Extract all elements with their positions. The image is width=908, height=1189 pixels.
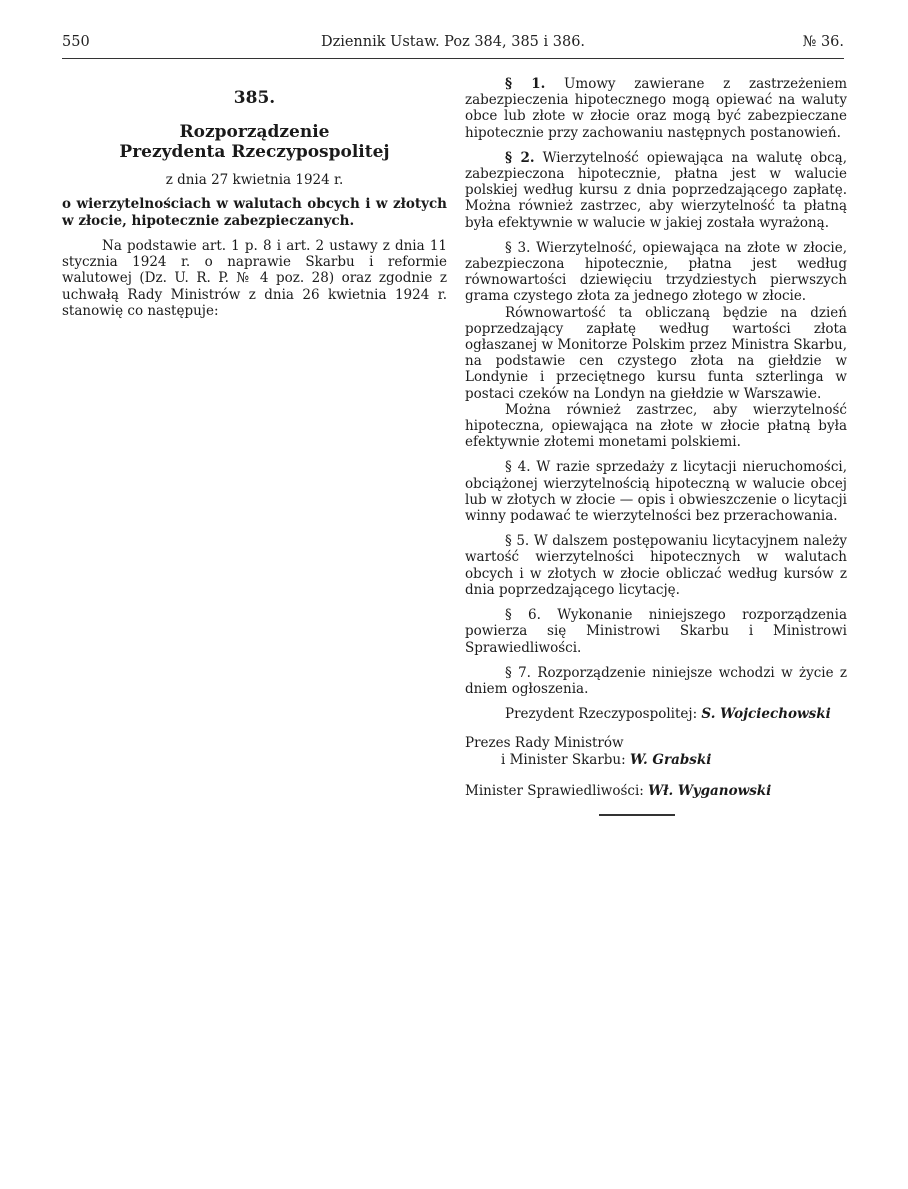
section-mark: § 4. <box>505 459 531 476</box>
prime-minister-name: W. Grabski <box>629 752 712 769</box>
section-text: Wierzytelność opiewająca na walutę obcą, zabezpieczona hipotecznie, płatna jest w walucie polskiej według kursu z dnia poprzedzającego zapłatę. Można również zastrzec, aby wierzytelność ta płatną była efektywnie w walucie w jakiej została wyrażoną. <box>465 149 847 231</box>
president-role: Prezydent Rzeczypospolitej: <box>505 706 698 723</box>
section-mark: § 2. <box>505 149 535 166</box>
act-subject: o wierzytelnościach w walutach obcych i w złotych w złocie, hipotecznie zabezpieczanych. <box>62 196 447 229</box>
section-mark: § 5. <box>505 533 530 550</box>
justice-minister-name: Wł. Wyganowski <box>648 783 772 800</box>
act-number: 385. <box>233 88 276 108</box>
section-text: Równowartość ta obliczaną będzie na dzień poprzedzający zapłatę według wartości złota ogłaszanej w Monitorze Polskim przez Ministra Skarbu, na podstawie cen czystego złota na giełdzie w Londynie i przeciętnego kursu funta szterlinga w postaci czeków na Londyn na giełdzie w Warszawie. <box>465 304 847 402</box>
act-title-line-2: Prezydenta Rzeczypospolitej <box>119 142 390 162</box>
section-text: W dalszem postępowaniu licytacyjnem należy wartość wierzytelności hipotecznych w walutach obcych i w złotych w złocie obliczać według kursów z dnia poprzedzającego licytację. <box>465 533 847 598</box>
prime-minister-role-2: i Minister Skarbu: <box>501 752 626 769</box>
section-text: Umowy zawierane z zastrzeżeniem zabezpieczenia hipotecznego mogą opiewać na waluty obce lub złote w złocie oraz mogą być zabezpieczane hipotecznie przy zachowaniu następnych postanowień. <box>465 76 847 141</box>
left-column <box>62 88 447 319</box>
section-2 <box>465 150 847 231</box>
page-number: 550 <box>62 34 90 50</box>
section-1 <box>465 76 847 141</box>
prime-minister-role: Prezes Rady Ministrów <box>465 735 624 752</box>
section-text: Wykonanie niniejszego rozporządzenia powierza się Ministrowi Skarbu i Ministrowi Sprawiedliwości. <box>465 607 847 656</box>
president-signature <box>465 706 847 723</box>
president-name: S. Wojciechowski <box>701 706 831 723</box>
section-3 <box>465 240 847 305</box>
header-rule <box>62 58 844 59</box>
act-title-line-1: Rozporządzenie <box>179 122 330 142</box>
section-6 <box>465 607 847 656</box>
section-text: W razie sprzedaży z licytacji nieruchomości, obciążonej wierzytelnością hipoteczną w walucie obcej lub w złotych w złocie — opis i obwieszczenie o licytacji winny podawać te wierzytelności bez przerachowania. <box>465 459 847 525</box>
section-3-paragraph-3 <box>465 402 847 451</box>
justice-minister-role: Minister Sprawiedliwości: <box>465 783 644 800</box>
journal-title: Dziennik Ustaw. Poz 384, 385 i 386. <box>320 34 586 50</box>
section-4 <box>465 459 847 524</box>
preamble: Na podstawie art. 1 p. 8 i art. 2 ustawy z dnia 11 stycznia 1924 r. o naprawie Skarbu i reformie walutowej (Dz. U. R. P. № 4 poz. 28) oraz zgodnie z uchwałą Rady Ministrów z dnia 26 kwietnia 1924 r. stanowię co następuje: <box>62 238 447 319</box>
prime-minister-signature <box>465 752 847 769</box>
signatures <box>465 706 847 816</box>
section-3-paragraph-2 <box>465 305 847 402</box>
issue-number: № 36. <box>802 34 844 50</box>
act-date: z dnia 27 kwietnia 1924 r. <box>165 172 344 188</box>
closing-rule <box>599 814 675 816</box>
justice-minister-signature <box>465 783 847 800</box>
right-column <box>465 76 847 816</box>
section-mark: § 6. <box>505 607 541 624</box>
section-text: Rozporządzenie niniejsze wchodzi w życie z dniem ogłoszenia. <box>465 664 848 697</box>
section-text: Można również zastrzec, aby wierzytelność hipoteczna, opiewająca na złote w złocie płatną była efektywnie złotemi monetami polskiemi. <box>465 401 847 451</box>
page-header <box>62 34 844 58</box>
section-7 <box>465 665 847 697</box>
section-mark: § 1. <box>505 76 546 92</box>
section-mark: § 3. <box>505 239 531 256</box>
section-5 <box>465 533 847 598</box>
section-mark: § 7. <box>505 664 531 681</box>
section-text: Wierzytelność, opiewająca na złote w złocie, zabezpieczona hipotecznie, płatna jest według równowartości dziewięciu trzydziestych pierwszych grama czystego złota za jednego złotego w złocie. <box>465 239 848 305</box>
